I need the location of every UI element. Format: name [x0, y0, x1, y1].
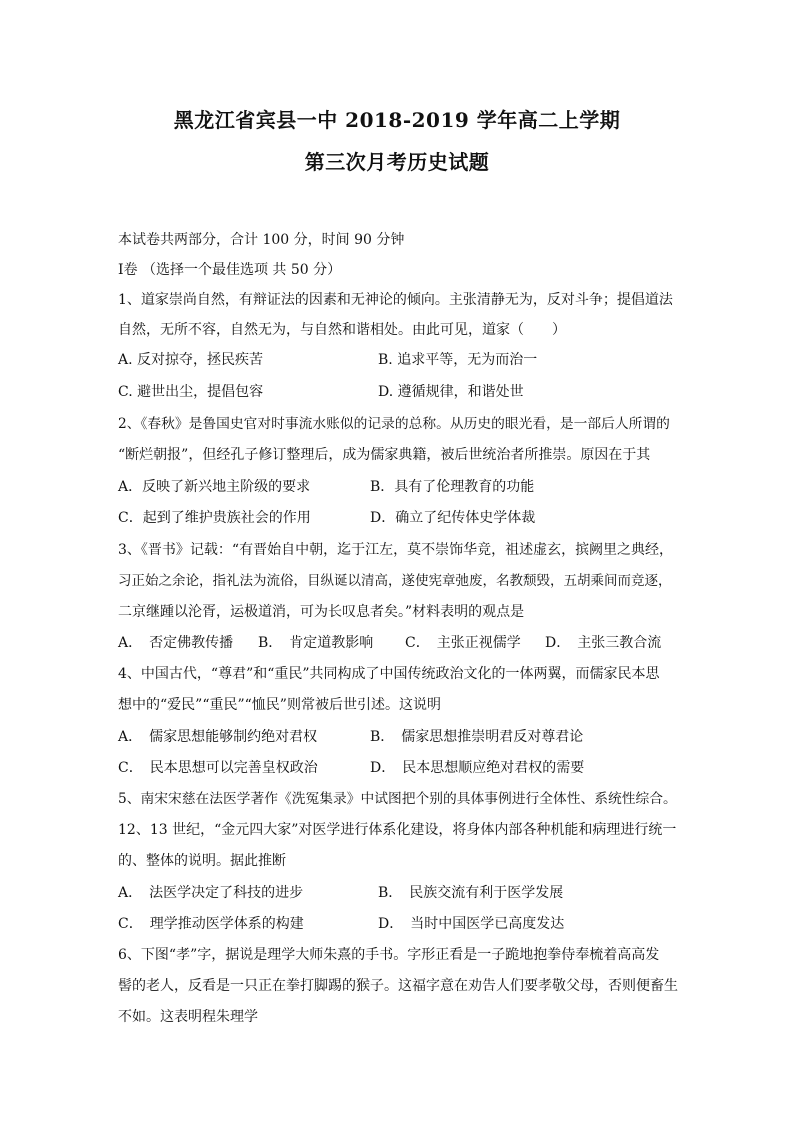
question-3-option-a: A． 否定佛教传播: [118, 635, 234, 651]
question-3-line-1: 3、《晋书》记载：“有晋始自中朝，迄于江左，莫不崇饰华竞，祖述虚玄，摈阙里之典经，: [118, 542, 674, 558]
question-1-option-c: C. 避世出尘，提倡包容: [118, 384, 264, 400]
question-5-option-a: A． 法医学决定了科技的进步: [118, 885, 304, 901]
question-2-option-a: A．反映了新兴地主阶级的要求: [118, 479, 311, 495]
question-1-option-b: B. 追求平等，无为而治一: [378, 352, 538, 368]
question-1-line-2: 自然，无所不容，自然无为，与自然和谐相处。由此可见，道家（ ）: [118, 322, 566, 338]
question-4-option-d: D． 民本思想顺应绝对君权的需要: [370, 760, 585, 776]
question-3-option-c: C． 主张正视儒学: [405, 635, 521, 651]
question-6-line-3: 不如。这表明程朱理学: [118, 1009, 258, 1025]
question-4-option-a: A． 儒家思想能够制约绝对君权: [118, 729, 318, 745]
question-5-option-d: D． 当时中国医学已高度发达: [378, 916, 565, 932]
question-5-option-b: B． 民族交流有利于医学发展: [378, 885, 564, 901]
question-3-line-3: 二京继踵以沦胥，运极道消，可为长叹息者矣。”材料表明的观点是: [118, 604, 525, 620]
question-3-line-2: 习正始之余论，指礼法为流俗，目纵诞以清高，遂使宪章弛废，名教颓毁，五胡乘间而竞逐，: [118, 573, 672, 589]
question-5-line-2: 12、13 世纪，“金元四大家”对医学进行体系化建设，将身体内部各种机能和病理进行统一: [118, 822, 677, 838]
question-5-line-3: 的、整体的说明。据此推断: [118, 853, 286, 869]
question-6-line-2: 髻的老人，反看是一只正在拳打脚踢的猴子。这福字意在劝告人们要孝敬父母，否则便畜生: [118, 978, 678, 994]
question-4-line-2: 想中的“爱民”“重民”“恤民”则常被后世引述。这说明: [118, 697, 441, 713]
question-4-option-c: C． 民本思想可以完善皇权政治: [118, 760, 318, 776]
question-2-line-2: “断烂朝报”，但经孔子修订整理后，成为儒家典籍，被后世统治者所推崇。原因在于其: [118, 447, 651, 463]
exam-subtitle: 第三次月考历史试题: [304, 150, 490, 174]
section-heading: Ⅰ卷 （选择一个最佳选项 共 50 分）: [118, 262, 342, 278]
question-4-line-1: 4、中国古代，“尊君”和“重民”共同构成了中国传统政治文化的一体两翼，而儒家民本思: [118, 666, 660, 682]
question-3-option-d: D． 主张三教合流: [545, 635, 662, 651]
question-1-option-d: D. 遵循规律，和谐处世: [378, 384, 524, 400]
question-2-option-b: B．具有了伦理教育的功能: [370, 479, 535, 495]
question-4-option-b: B． 儒家思想推崇明君反对尊君论: [370, 729, 584, 745]
question-1-line-1: 1、道家崇尚自然，有辩证法的因素和无神论的倾向。主张清静无为，反对斗争；提倡道法: [118, 292, 673, 308]
question-5-line-1: 5、南宋宋慈在法医学著作《洗冤集录》中试图把个别的具体事例进行全体性、系统性综合。: [118, 791, 677, 807]
question-2-option-c: C．起到了维护贵族社会的作用: [118, 510, 311, 526]
exam-intro: 本试卷共两部分，合计 100 分，时间 90 分钟: [118, 232, 405, 248]
question-2-option-d: D．确立了纪传体史学体裁: [370, 510, 536, 526]
question-2-line-1: 2、《春秋》是鲁国史官对时事流水账似的记录的总称。从历史的眼光看，是一部后人所谓的: [118, 416, 670, 432]
question-6-line-1: 6、下图“孝”字，据说是理学大师朱熹的手书。字形正看是一子跪地抱拳侍奉梳着高高发: [118, 947, 660, 963]
question-3-option-b: B． 肯定道教影响: [258, 635, 374, 651]
question-5-option-c: C． 理学推动医学体系的构建: [118, 916, 304, 932]
question-1-option-a: A. 反对掠夺，拯民疾苦: [118, 352, 264, 368]
exam-title: 黑龙江省宾县一中 2018-2019 学年高二上学期: [173, 108, 621, 132]
